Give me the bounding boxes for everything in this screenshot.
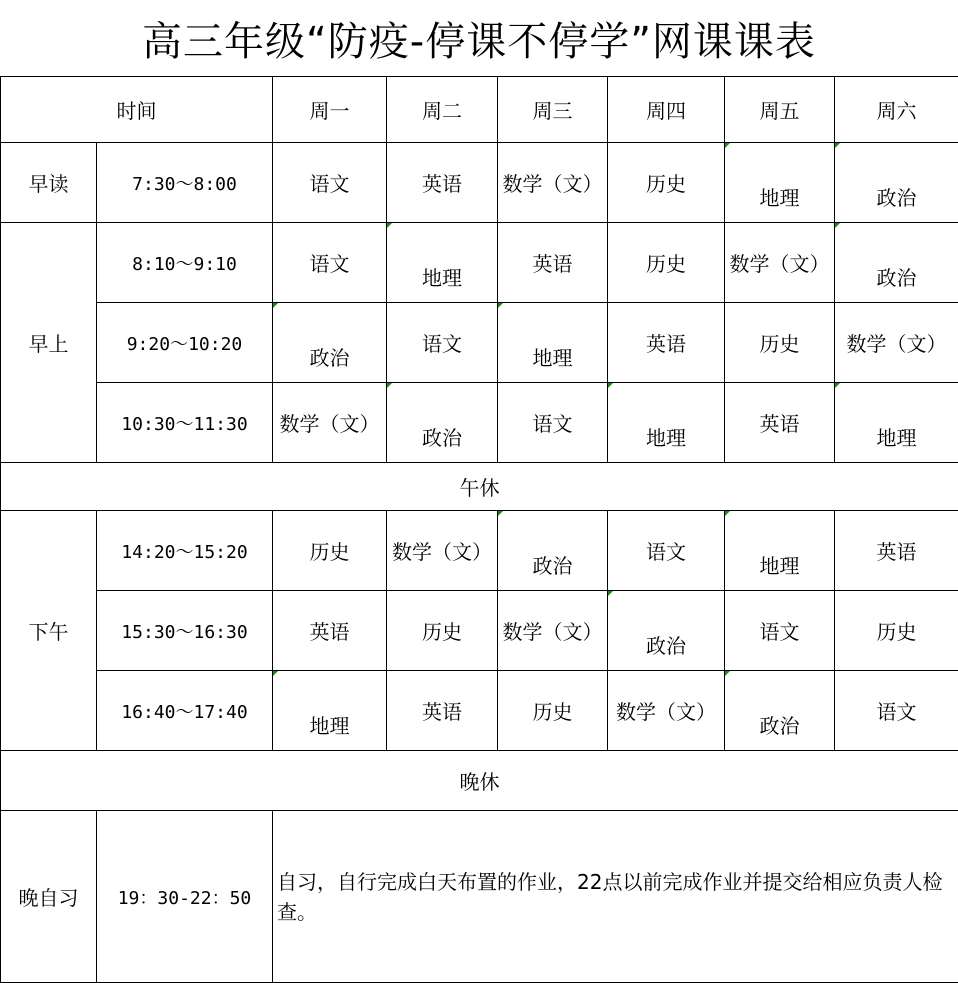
- subject-cell: [608, 383, 725, 463]
- subject-cell: 数学（文）: [608, 671, 725, 751]
- subject-cell: 历史: [835, 591, 958, 671]
- subject-cell: 历史: [725, 303, 835, 383]
- subject-cell: 数学（文）: [725, 223, 835, 303]
- table-row: [1, 303, 958, 383]
- day-header-tue: 周二: [387, 77, 498, 143]
- subject-text: 政治: [646, 634, 686, 658]
- subject-text: 地理: [646, 426, 686, 450]
- time-slot: 10:30～11:30: [97, 383, 273, 463]
- subject-text: 政治: [532, 554, 573, 578]
- subject-cell: [498, 511, 608, 591]
- table-row: [1, 671, 958, 751]
- evening-study-note: [273, 811, 958, 983]
- subject-cell: [725, 143, 835, 223]
- subject-cell: [835, 223, 958, 303]
- subject-cell: 数学（文）: [835, 303, 958, 383]
- day-header-mon: 周一: [273, 77, 387, 143]
- break-row: [1, 463, 958, 511]
- subject-cell: [387, 383, 498, 463]
- subject-cell: 语文: [835, 671, 958, 751]
- time-slot: 8:10～9:10: [97, 223, 273, 303]
- subject-cell: [273, 303, 387, 383]
- header-row: [1, 77, 958, 143]
- subject-cell: [725, 511, 835, 591]
- subject-text: 地理: [759, 554, 800, 578]
- subject-cell: 语文: [387, 303, 498, 383]
- schedule-table: [0, 76, 958, 983]
- table-row: [1, 591, 958, 671]
- time-slot: 9:20～10:20: [97, 303, 273, 383]
- table-row: [1, 223, 958, 303]
- time-slot: 14:20～15:20: [97, 511, 273, 591]
- page-title: 高三年级“防疫-停课不停学”网课课表: [142, 18, 816, 65]
- subject-cell: 语文: [608, 511, 725, 591]
- subject-cell: 历史: [608, 223, 725, 303]
- subject-cell: 数学（文）: [387, 511, 498, 591]
- subject-cell: 数学（文）: [273, 383, 387, 463]
- subject-cell: 历史: [387, 591, 498, 671]
- subject-text: 政治: [876, 186, 917, 210]
- time-slot: 15:30～16:30: [97, 591, 273, 671]
- subject-cell: 数学（文）: [498, 591, 608, 671]
- subject-cell: [387, 223, 498, 303]
- table-row: [1, 811, 958, 983]
- subject-cell: 语文: [273, 223, 387, 303]
- subject-text: 政治: [759, 714, 800, 738]
- subject-text: 地理: [532, 346, 573, 370]
- subject-cell: 英语: [273, 591, 387, 671]
- time-slot: 7:30～8:00: [97, 143, 273, 223]
- subject-text: 政治: [876, 266, 917, 290]
- subject-text: 政治: [422, 426, 462, 450]
- subject-cell: [835, 143, 958, 223]
- period-label-zaodu: 早读: [1, 143, 97, 223]
- subject-text: 政治: [309, 346, 350, 370]
- break-row: [1, 751, 958, 811]
- subject-text: 地理: [309, 714, 350, 738]
- subject-cell: 英语: [835, 511, 958, 591]
- period-label-evening: 晚自习: [1, 811, 97, 983]
- subject-cell: 数学（文）: [498, 143, 608, 223]
- table-row: [1, 383, 958, 463]
- subject-cell: [273, 671, 387, 751]
- subject-cell: [608, 591, 725, 671]
- table-row: [1, 143, 958, 223]
- subject-text: 地理: [759, 186, 800, 210]
- subject-cell: 英语: [387, 671, 498, 751]
- time-header: 时间: [1, 77, 273, 143]
- subject-cell: 英语: [387, 143, 498, 223]
- subject-cell: 历史: [273, 511, 387, 591]
- note-text: 自习，自行完成白天布置的作业，22点以前完成作业并提交给相应负责人检查。: [277, 869, 943, 924]
- subject-text: 地理: [876, 426, 917, 450]
- subject-cell: 历史: [498, 671, 608, 751]
- subject-cell: [498, 303, 608, 383]
- subject-cell: 语文: [273, 143, 387, 223]
- subject-cell: 英语: [498, 223, 608, 303]
- period-label-morning: 早上: [1, 223, 97, 463]
- subject-cell: [725, 671, 835, 751]
- day-header-wed: 周三: [498, 77, 608, 143]
- subject-cell: 语文: [725, 591, 835, 671]
- time-slot: 16:40～17:40: [97, 671, 273, 751]
- day-header-thu: 周四: [608, 77, 725, 143]
- day-header-sat: 周六: [835, 77, 958, 143]
- subject-cell: 英语: [608, 303, 725, 383]
- subject-cell: 英语: [725, 383, 835, 463]
- time-slot: 19：30-22：50: [97, 811, 273, 983]
- period-label-afternoon: 下午: [1, 511, 97, 751]
- evening-break-label: 晚休: [1, 751, 958, 811]
- table-row: [1, 511, 958, 591]
- subject-cell: [835, 383, 958, 463]
- day-header-fri: 周五: [725, 77, 835, 143]
- subject-text: 地理: [422, 266, 462, 290]
- noon-break-label: 午休: [1, 463, 958, 511]
- subject-cell: 历史: [608, 143, 725, 223]
- subject-cell: 语文: [498, 383, 608, 463]
